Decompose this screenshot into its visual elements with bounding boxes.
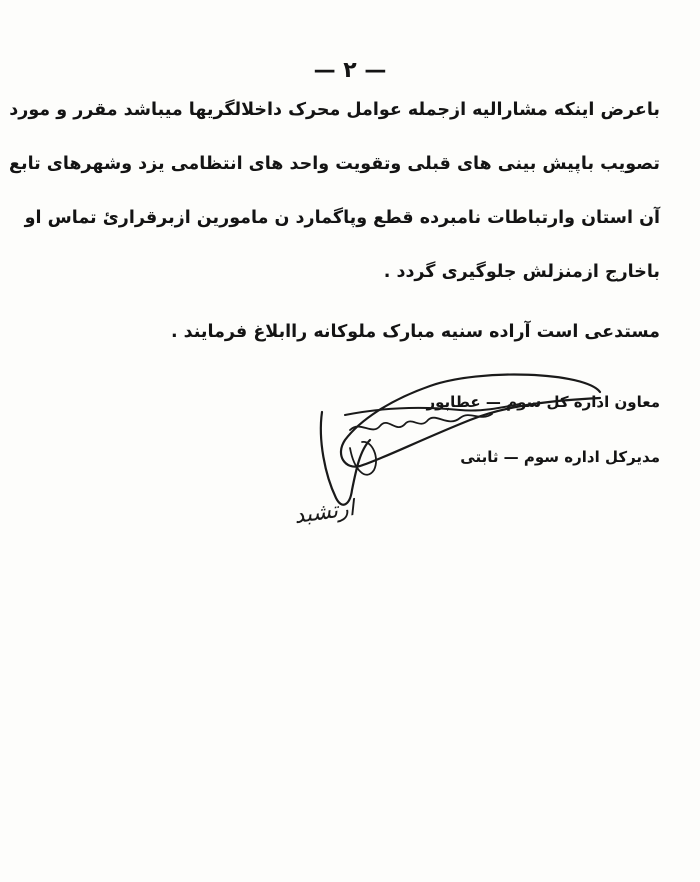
body-line-2: تصویب باپیش بینی های قبلی وتقویت واحد های انتظامی یزد وشهرهای تابع: [9, 154, 660, 174]
signature-scribble-stroke: [350, 414, 492, 430]
handwritten-note: ارتشبد: [292, 495, 357, 530]
body-line-3: آن استان وارتباطات نامبرده قطع وپاگمارد ن مامورین ازبرقرارئ تماس او: [24, 208, 660, 228]
deputy-signature-line: معاون اداره کل سوم — عطاپور: [426, 393, 660, 411]
signature-descender-stroke: [321, 412, 370, 505]
body-line-1: باعرض اینکه مشارالیه ازجمله عوامل محرک داخلالگریها میباشد مقرر و مورد: [9, 100, 660, 120]
body-line-4: باخارج ازمنزلش جلوگیری گردد .: [383, 262, 660, 282]
page-number: — ۲ —: [313, 58, 387, 83]
director-signature-line: مدیرکل اداره سوم — ثابتی: [460, 448, 660, 466]
letter-body: [9, 100, 660, 282]
closing-request: مستدعی است آراده سنیه مبارک ملوکانه راابلاغ فرمایند .: [170, 322, 660, 342]
signature-loop2-stroke: [350, 442, 376, 475]
